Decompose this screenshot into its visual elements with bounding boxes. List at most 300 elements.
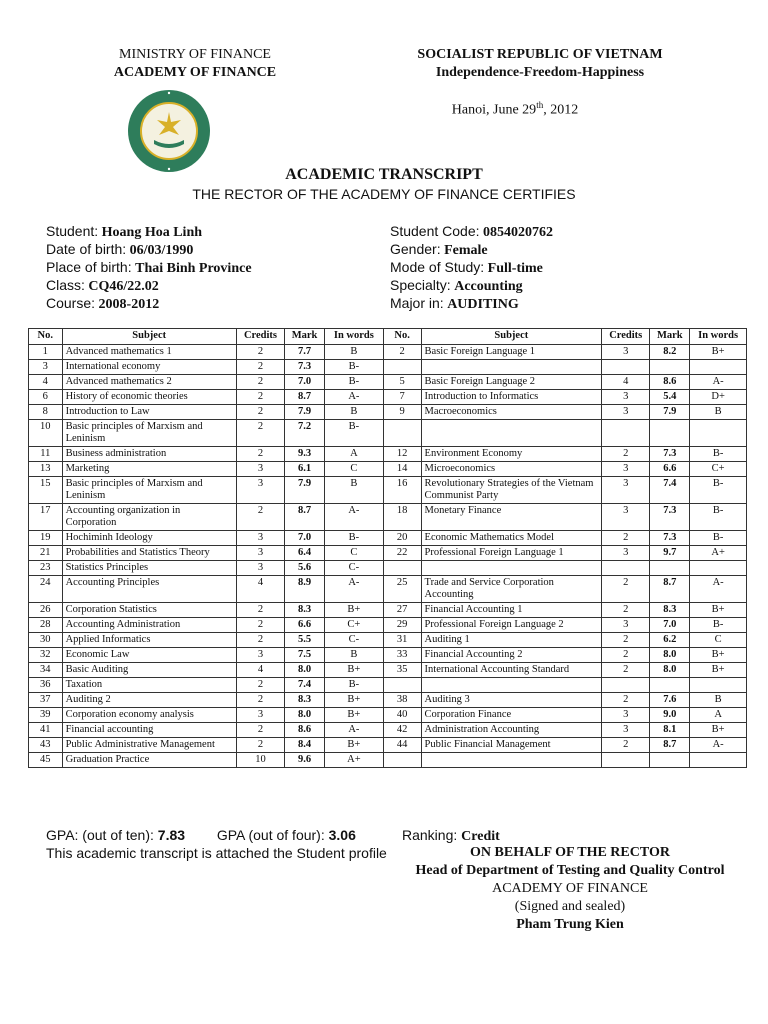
course-grade: B+: [324, 693, 383, 708]
column-header: In words: [690, 329, 747, 345]
course-subject: [421, 753, 602, 768]
course-mark: [650, 420, 690, 447]
course-subject: Auditing 1: [421, 633, 602, 648]
course-grade: [690, 561, 747, 576]
course-subject: [421, 360, 602, 375]
course-mark: 8.4: [285, 738, 325, 753]
info-row: Class: CQ46/22.02: [46, 277, 159, 294]
course-mark: 7.9: [285, 477, 325, 504]
course-credits: 2: [236, 405, 284, 420]
info-row: Mode of Study: Full-time: [390, 259, 543, 276]
course-credits: [602, 360, 650, 375]
course-no: [383, 753, 421, 768]
course-credits: 4: [236, 663, 284, 678]
table-row: [29, 633, 747, 648]
column-header: Mark: [650, 329, 690, 345]
course-grade: [690, 753, 747, 768]
course-mark: 7.3: [650, 504, 690, 531]
course-grade: A+: [690, 546, 747, 561]
course-no: 19: [29, 531, 63, 546]
course-no: 34: [29, 663, 63, 678]
table-row: [29, 561, 747, 576]
course-mark: 8.0: [285, 663, 325, 678]
course-mark: 7.0: [285, 375, 325, 390]
course-no: 17: [29, 504, 63, 531]
table-row: [29, 603, 747, 618]
course-credits: [602, 420, 650, 447]
course-grade: C-: [324, 633, 383, 648]
table-row: [29, 405, 747, 420]
course-subject: Introduction to Law: [62, 405, 236, 420]
course-grade: A-: [324, 390, 383, 405]
national-motto: Independence-Freedom-Happiness: [435, 65, 645, 80]
course-subject: Professional Foreign Language 2: [421, 618, 602, 633]
course-credits: 3: [236, 561, 284, 576]
course-grade: B-: [690, 447, 747, 462]
column-header: Credits: [236, 329, 284, 345]
course-subject: [421, 678, 602, 693]
course-subject: [421, 420, 602, 447]
course-grade: A-: [324, 504, 383, 531]
sign-line-behalf: ON BEHALF OF THE RECTOR: [470, 845, 670, 860]
course-subject: Basic Foreign Language 1: [421, 345, 602, 360]
profile-note: This academic transcript is attached the Student profile: [46, 845, 387, 861]
course-mark: 8.1: [650, 723, 690, 738]
course-mark: 8.0: [650, 648, 690, 663]
course-credits: 2: [602, 738, 650, 753]
course-credits: 3: [602, 618, 650, 633]
course-subject: Auditing 3: [421, 693, 602, 708]
column-header: In words: [324, 329, 383, 345]
republic-name: SOCIALIST REPUBLIC OF VIETNAM: [417, 47, 663, 62]
course-grade: C-: [324, 561, 383, 576]
course-mark: 9.0: [650, 708, 690, 723]
course-grade: B: [324, 405, 383, 420]
course-mark: 7.9: [650, 405, 690, 420]
course-subject: Financial accounting: [62, 723, 236, 738]
course-mark: 8.7: [285, 390, 325, 405]
course-subject: Basic principles of Marxism and Leninism: [62, 477, 236, 504]
course-no: 15: [29, 477, 63, 504]
course-grade: B-: [690, 618, 747, 633]
table-row: [29, 447, 747, 462]
course-no: 6: [29, 390, 63, 405]
course-credits: 2: [602, 576, 650, 603]
course-mark: 9.6: [285, 753, 325, 768]
course-subject: Public Administrative Management: [62, 738, 236, 753]
table-row: [29, 345, 747, 360]
course-grade: A-: [690, 375, 747, 390]
table-row: [29, 546, 747, 561]
course-credits: 3: [602, 405, 650, 420]
course-mark: 8.3: [285, 693, 325, 708]
course-grade: B-: [690, 504, 747, 531]
signatory-name: Pham Trung Kien: [516, 917, 624, 932]
course-no: [383, 360, 421, 375]
course-no: 23: [29, 561, 63, 576]
course-grade: A: [324, 447, 383, 462]
gpa-ten-value: 7.83: [157, 827, 186, 843]
course-no: 42: [383, 723, 421, 738]
info-row: Gender: Female: [390, 241, 488, 258]
sign-line-department: Head of Department of Testing and Quality Control: [415, 863, 725, 878]
course-no: 21: [29, 546, 63, 561]
course-no: 13: [29, 462, 63, 477]
course-no: 5: [383, 375, 421, 390]
course-subject: Corporation Statistics: [62, 603, 236, 618]
course-subject: Taxation: [62, 678, 236, 693]
course-no: 40: [383, 708, 421, 723]
course-no: 25: [383, 576, 421, 603]
course-no: 37: [29, 693, 63, 708]
course-subject: Business administration: [62, 447, 236, 462]
course-credits: 2: [236, 447, 284, 462]
course-mark: 7.3: [650, 531, 690, 546]
course-grade: B+: [690, 663, 747, 678]
course-grade: A-: [690, 576, 747, 603]
course-grade: B-: [324, 531, 383, 546]
course-subject: Macroeconomics: [421, 405, 602, 420]
course-credits: 2: [602, 531, 650, 546]
course-mark: 7.2: [285, 420, 325, 447]
table-row: [29, 723, 747, 738]
table-row: [29, 360, 747, 375]
course-grade: C: [690, 633, 747, 648]
sign-line-academy: ACADEMY OF FINANCE: [492, 881, 648, 896]
course-no: 28: [29, 618, 63, 633]
course-credits: 2: [602, 633, 650, 648]
course-credits: 2: [236, 618, 284, 633]
course-no: 33: [383, 648, 421, 663]
course-mark: 9.3: [285, 447, 325, 462]
course-credits: 3: [602, 723, 650, 738]
course-mark: 7.0: [650, 618, 690, 633]
course-grade: B+: [690, 603, 747, 618]
course-no: 38: [383, 693, 421, 708]
course-grade: B-: [324, 375, 383, 390]
course-subject: Basic Foreign Language 2: [421, 375, 602, 390]
table-row: [29, 663, 747, 678]
course-mark: 7.9: [285, 405, 325, 420]
course-credits: 2: [602, 693, 650, 708]
course-mark: 8.0: [285, 708, 325, 723]
course-subject: Introduction to Informatics: [421, 390, 602, 405]
course-no: 30: [29, 633, 63, 648]
course-grade: B+: [324, 708, 383, 723]
course-mark: [650, 753, 690, 768]
course-subject: Advanced mathematics 1: [62, 345, 236, 360]
course-mark: 8.7: [650, 576, 690, 603]
course-mark: 5.4: [650, 390, 690, 405]
course-subject: Economic Law: [62, 648, 236, 663]
course-subject: Applied Informatics: [62, 633, 236, 648]
course-subject: Public Financial Management: [421, 738, 602, 753]
course-credits: 2: [602, 648, 650, 663]
course-subject: Graduation Practice: [62, 753, 236, 768]
course-mark: [650, 678, 690, 693]
course-no: 12: [383, 447, 421, 462]
course-subject: Monetary Finance: [421, 504, 602, 531]
course-credits: 2: [236, 723, 284, 738]
course-mark: 6.1: [285, 462, 325, 477]
course-credits: 2: [236, 345, 284, 360]
course-subject: Environment Economy: [421, 447, 602, 462]
course-mark: 6.6: [285, 618, 325, 633]
ranking-label: Ranking:: [402, 827, 458, 843]
student-info-left: [46, 222, 252, 312]
course-no: 14: [383, 462, 421, 477]
course-subject: Accounting organization in Corporation: [62, 504, 236, 531]
table-row: [29, 618, 747, 633]
course-credits: 4: [236, 576, 284, 603]
issue-date: Hanoi, June 29th, 2012: [451, 100, 579, 118]
course-subject: Financial Accounting 2: [421, 648, 602, 663]
course-no: 45: [29, 753, 63, 768]
course-grade: B: [324, 648, 383, 663]
course-credits: 2: [602, 447, 650, 462]
course-grade: B+: [690, 723, 747, 738]
column-header: Subject: [421, 329, 602, 345]
course-grade: C: [324, 462, 383, 477]
course-grade: B+: [324, 738, 383, 753]
course-subject: Auditing 2: [62, 693, 236, 708]
course-mark: 8.7: [285, 504, 325, 531]
document-title: ACADEMIC TRANSCRIPT: [285, 166, 483, 183]
info-row: Date of birth: 06/03/1990: [46, 241, 194, 258]
course-no: 9: [383, 405, 421, 420]
course-grade: B-: [324, 360, 383, 375]
course-mark: 9.7: [650, 546, 690, 561]
course-grade: A: [690, 708, 747, 723]
course-mark: 8.0: [650, 663, 690, 678]
course-no: 27: [383, 603, 421, 618]
course-no: 7: [383, 390, 421, 405]
course-subject: Advanced mathematics 2: [62, 375, 236, 390]
course-no: 44: [383, 738, 421, 753]
course-mark: 5.6: [285, 561, 325, 576]
course-grade: A+: [324, 753, 383, 768]
course-subject: Hochiminh Ideology: [62, 531, 236, 546]
column-header: No.: [383, 329, 421, 345]
signature-block: [380, 844, 760, 934]
document-subtitle: THE RECTOR OF THE ACADEMY OF FINANCE CERTIFIES: [192, 186, 576, 202]
course-credits: 2: [236, 633, 284, 648]
gpa-summary: [46, 826, 356, 844]
table-row: [29, 678, 747, 693]
course-subject: Accounting Administration: [62, 618, 236, 633]
course-credits: 2: [236, 504, 284, 531]
course-credits: 3: [602, 546, 650, 561]
course-credits: 3: [602, 462, 650, 477]
course-credits: 3: [602, 504, 650, 531]
course-no: 20: [383, 531, 421, 546]
course-grade: B: [324, 345, 383, 360]
table-row: [29, 375, 747, 390]
state-header: [340, 46, 740, 82]
table-row: [29, 477, 747, 504]
course-credits: 2: [602, 663, 650, 678]
course-grade: B: [324, 477, 383, 504]
column-header: Mark: [285, 329, 325, 345]
course-credits: [602, 753, 650, 768]
info-row: Major in: AUDITING: [390, 295, 519, 312]
course-grade: C+: [324, 618, 383, 633]
course-mark: 8.6: [285, 723, 325, 738]
course-mark: 7.6: [650, 693, 690, 708]
course-subject: Trade and Service Corporation Accounting: [421, 576, 602, 603]
table-row: [29, 753, 747, 768]
course-mark: 8.7: [650, 738, 690, 753]
course-credits: 3: [236, 531, 284, 546]
course-credits: 2: [236, 693, 284, 708]
course-subject: History of economic theories: [62, 390, 236, 405]
course-no: 18: [383, 504, 421, 531]
table-row: [29, 738, 747, 753]
table-header-row: [29, 329, 747, 345]
course-credits: 2: [236, 375, 284, 390]
course-grade: B-: [324, 678, 383, 693]
academy-seal-logo: [126, 88, 212, 174]
course-credits: 2: [236, 360, 284, 375]
course-no: 8: [29, 405, 63, 420]
course-grade: B+: [324, 603, 383, 618]
course-mark: 5.5: [285, 633, 325, 648]
course-credits: 10: [236, 753, 284, 768]
course-no: 4: [29, 375, 63, 390]
table-row: [29, 390, 747, 405]
course-grade: B+: [690, 648, 747, 663]
info-row: Course: 2008-2012: [46, 295, 160, 312]
course-no: 32: [29, 648, 63, 663]
course-grade: B-: [690, 477, 747, 504]
course-mark: 8.3: [650, 603, 690, 618]
column-header: Subject: [62, 329, 236, 345]
course-no: 35: [383, 663, 421, 678]
course-no: 11: [29, 447, 63, 462]
course-subject: Professional Foreign Language 1: [421, 546, 602, 561]
course-mark: 8.9: [285, 576, 325, 603]
info-row: Student Code: 0854020762: [390, 223, 554, 240]
course-mark: 7.7: [285, 345, 325, 360]
student-info-right: [390, 222, 553, 312]
course-mark: 6.6: [650, 462, 690, 477]
course-credits: 4: [602, 375, 650, 390]
course-grade: B+: [324, 663, 383, 678]
course-no: 24: [29, 576, 63, 603]
course-mark: 7.3: [285, 360, 325, 375]
course-grade: C: [324, 546, 383, 561]
course-mark: [650, 561, 690, 576]
course-credits: 3: [602, 390, 650, 405]
course-subject: Statistics Principles: [62, 561, 236, 576]
course-subject: Marketing: [62, 462, 236, 477]
course-subject: Basic principles of Marxism and Leninism: [62, 420, 236, 447]
course-grade: A-: [324, 576, 383, 603]
course-mark: 7.4: [650, 477, 690, 504]
course-grade: C+: [690, 462, 747, 477]
course-no: [383, 420, 421, 447]
course-mark: 7.0: [285, 531, 325, 546]
course-no: 41: [29, 723, 63, 738]
gpa-four-label: GPA (out of four):: [216, 827, 325, 843]
sign-line-sealed: (Signed and sealed): [514, 899, 626, 914]
course-credits: 2: [236, 390, 284, 405]
course-grade: B: [690, 693, 747, 708]
academy-name: ACADEMY OF FINANCE: [113, 65, 277, 80]
course-grade: B-: [324, 420, 383, 447]
course-credits: [602, 678, 650, 693]
course-no: [383, 678, 421, 693]
table-row: [29, 531, 747, 546]
course-mark: 7.4: [285, 678, 325, 693]
course-no: 36: [29, 678, 63, 693]
course-credits: 3: [236, 462, 284, 477]
course-no: 10: [29, 420, 63, 447]
course-no: 31: [383, 633, 421, 648]
ministry-name: MINISTRY OF FINANCE: [119, 47, 271, 62]
course-subject: Microeconomics: [421, 462, 602, 477]
course-no: 39: [29, 708, 63, 723]
table-row: [29, 708, 747, 723]
course-subject: Corporation Finance: [421, 708, 602, 723]
column-header: No.: [29, 329, 63, 345]
course-credits: [602, 561, 650, 576]
course-no: 22: [383, 546, 421, 561]
table-row: [29, 504, 747, 531]
course-credits: 2: [236, 738, 284, 753]
course-credits: 2: [236, 420, 284, 447]
course-credits: 2: [236, 603, 284, 618]
table-row: [29, 462, 747, 477]
info-row: Specialty: Accounting: [390, 277, 523, 294]
gpa-four-value: 3.06: [328, 827, 356, 843]
course-credits: 2: [236, 678, 284, 693]
course-mark: 8.2: [650, 345, 690, 360]
course-grade: [690, 360, 747, 375]
course-subject: Revolutionary Strategies of the Vietnam Communist Party: [421, 477, 602, 504]
course-no: 26: [29, 603, 63, 618]
course-grade: [690, 420, 747, 447]
issuer-header: [30, 46, 360, 82]
course-subject: Probabilities and Statistics Theory: [62, 546, 236, 561]
table-row: [29, 576, 747, 603]
course-mark: [650, 360, 690, 375]
course-mark: 7.5: [285, 648, 325, 663]
course-subject: International economy: [62, 360, 236, 375]
course-grade: [690, 678, 747, 693]
table-row: [29, 693, 747, 708]
course-mark: 8.3: [285, 603, 325, 618]
course-grade: B: [690, 405, 747, 420]
course-subject: Basic Auditing: [62, 663, 236, 678]
course-subject: Corporation economy analysis: [62, 708, 236, 723]
course-grade: B+: [690, 345, 747, 360]
course-credits: 3: [236, 648, 284, 663]
info-row: Place of birth: Thai Binh Province: [46, 259, 252, 276]
course-credits: 3: [602, 708, 650, 723]
course-no: [383, 561, 421, 576]
course-grade: B-: [690, 531, 747, 546]
table-row: [29, 648, 747, 663]
course-no: 43: [29, 738, 63, 753]
ranking-value: Credit: [461, 829, 500, 844]
course-no: 16: [383, 477, 421, 504]
course-no: 3: [29, 360, 63, 375]
course-subject: Administration Accounting: [421, 723, 602, 738]
course-subject: Financial Accounting 1: [421, 603, 602, 618]
course-no: 1: [29, 345, 63, 360]
course-mark: 7.3: [650, 447, 690, 462]
